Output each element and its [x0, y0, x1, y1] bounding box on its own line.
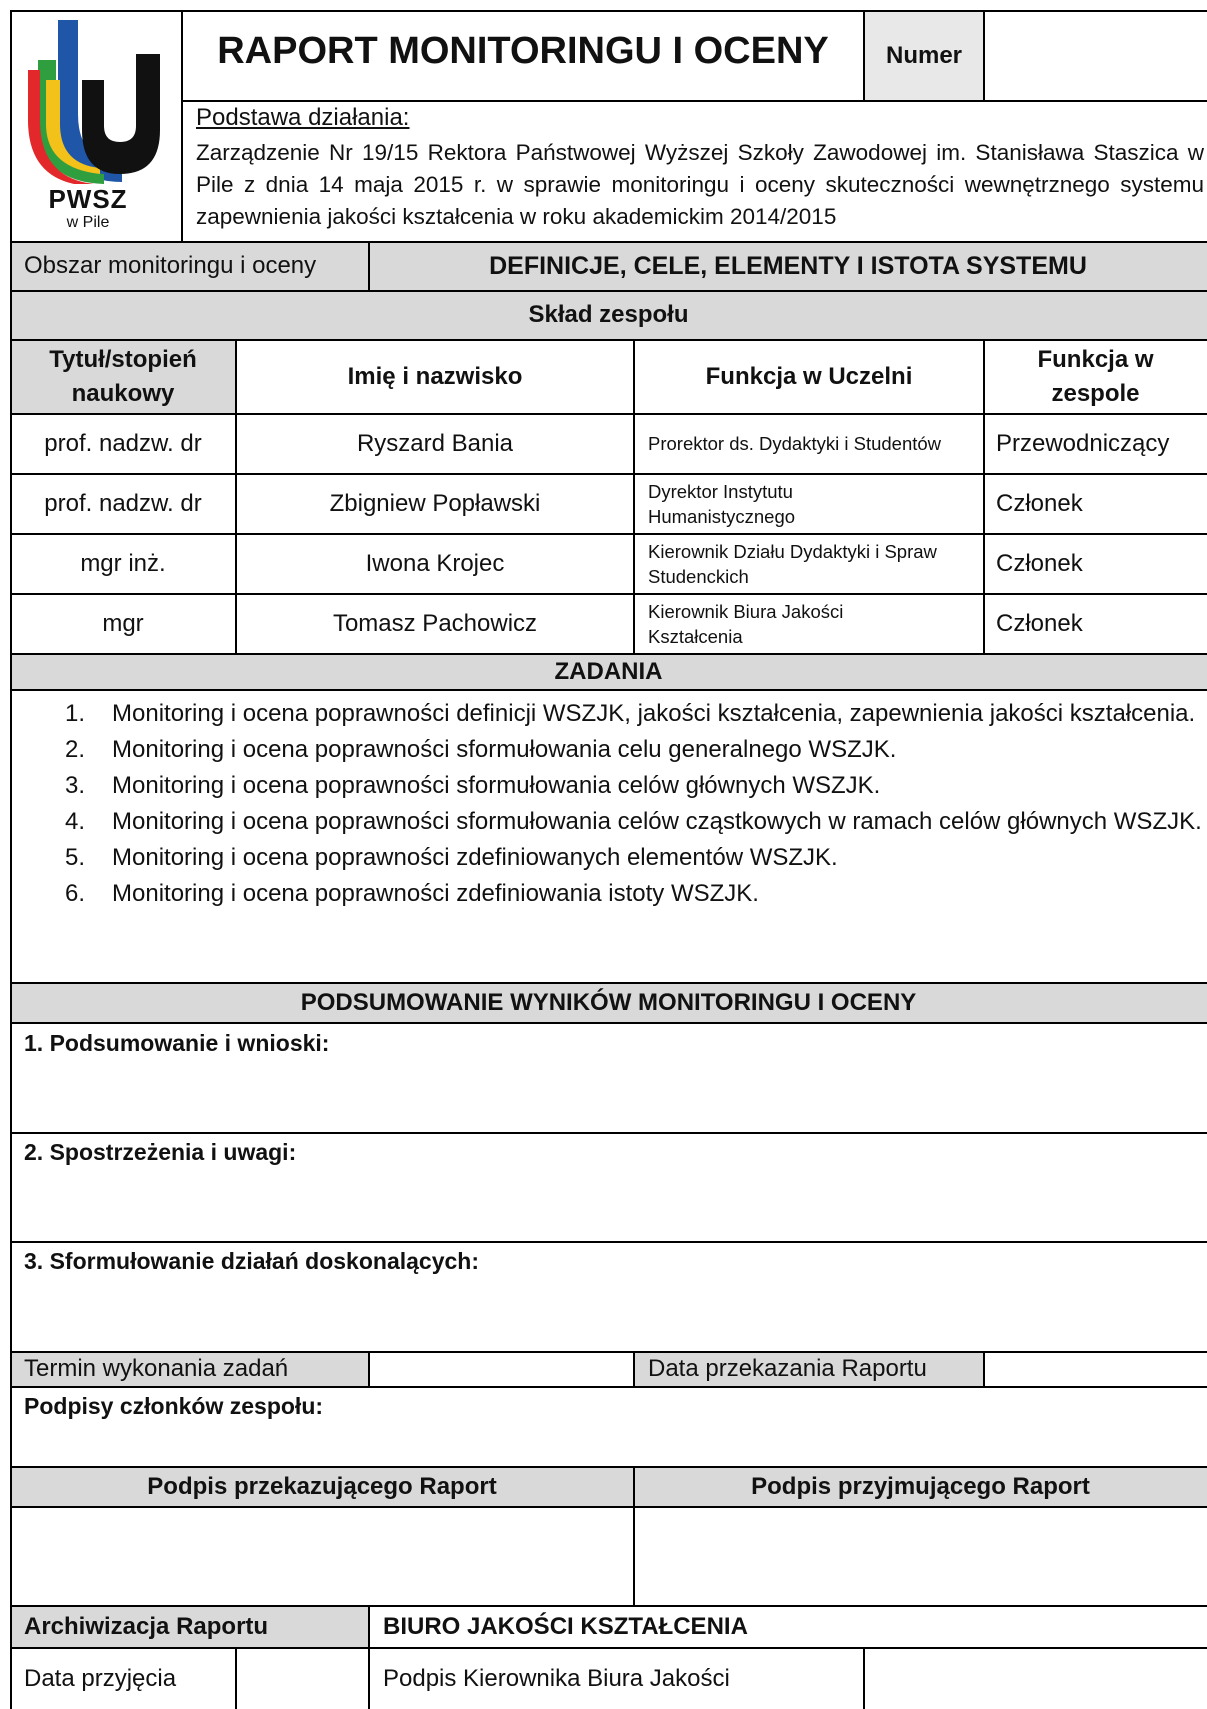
grid-line — [10, 1647, 1207, 1649]
team-row-2-team-role: Członek — [996, 489, 1083, 517]
grid-line — [10, 533, 1207, 535]
team-row-3-name: Iwona Krojec — [365, 549, 505, 577]
team-row-2-title: prof. nadzw. dr — [44, 489, 202, 517]
grid-line — [10, 653, 1207, 655]
team-row-1-title: prof. nadzw. dr — [44, 429, 202, 457]
grid-line — [10, 689, 1207, 691]
grid-line — [368, 1351, 370, 1387]
grid-line — [863, 10, 865, 101]
task-item: 1. Monitoring i ocena poprawności definicji WSZJK, jakości kształcenia, zapewnienia jakości kształcenia. — [65, 700, 1196, 727]
head-signature-field[interactable] — [864, 1648, 1207, 1709]
summary-conclusions-label: 1. Podsumowanie i wnioski: — [24, 1030, 330, 1056]
handing-over-signature-label: Podpis przekazującego Raport — [147, 1473, 497, 1500]
team-row-4-name: Tomasz Pachowicz — [332, 609, 538, 637]
grid-line — [983, 1351, 985, 1387]
grid-line — [863, 1647, 865, 1709]
grid-line — [235, 1647, 237, 1709]
handing-over-signature-field[interactable] — [10, 1507, 634, 1605]
team-row-3-team-role: Członek — [996, 549, 1083, 577]
grid-line — [10, 1241, 1207, 1243]
grid-line — [633, 339, 635, 654]
task-item: 5. Monitoring i ocena poprawności zdefiniowanych elementów WSZJK. — [65, 844, 838, 871]
grid-line — [633, 1351, 635, 1387]
basis-text: Zarządzenie Nr 19/15 Rektora Państwowej Wyższej Szkoły Zawodowej im. Stanisława Staszica w Pile z dnia 14 maja 2015 r. w sprawie monitoringu i oceny skuteczności wewnętrznego systemu zapewnienia jakości kształcenia w roku akademickim 2014/2015 — [196, 140, 1204, 229]
receipt-date-label: Data przyjęcia — [24, 1664, 177, 1692]
grid-line — [10, 413, 1207, 415]
pwsz-logo-mark — [24, 14, 172, 184]
grid-line — [983, 10, 985, 101]
grid-line — [368, 1605, 370, 1709]
grid-line — [10, 1351, 1207, 1353]
receiving-signature-field[interactable] — [634, 1507, 1207, 1605]
grid-line — [182, 100, 1207, 102]
grid-line — [368, 241, 370, 291]
grid-line — [235, 339, 237, 654]
number-value-field[interactable] — [984, 10, 1207, 101]
summary-title: PODSUMOWANIE WYNIKÓW MONITORINGU I OCENY — [300, 989, 917, 1016]
logo-brand-text: PWSZ — [48, 184, 128, 214]
grid-line — [10, 1506, 1207, 1508]
archive-label: Archiwizacja Raportu — [24, 1612, 269, 1640]
tasks-list — [10, 696, 1204, 912]
team-title: Skład zespołu — [528, 301, 689, 328]
team-header-function: Funkcja w Uczelni — [705, 362, 913, 390]
task-item: 2. Monitoring i ocena poprawności sformułowania celu generalnego WSZJK. — [65, 736, 897, 763]
grid-line — [10, 241, 1207, 243]
grid-line — [10, 10, 12, 1709]
grid-line — [633, 1466, 635, 1606]
receiving-signature-label: Podpis przyjmującego Raport — [751, 1473, 1090, 1500]
summary-conclusions-field[interactable] — [10, 1060, 1207, 1130]
team-row-3-title: mgr inż. — [80, 549, 166, 577]
area-value: DEFINICJE, CELE, ELEMENTY I ISTOTA SYSTEMU — [489, 251, 1087, 280]
grid-line — [10, 339, 1207, 341]
grid-line — [10, 473, 1207, 475]
deadline-label: Termin wykonania zadań — [24, 1355, 289, 1382]
tasks-title: ZADANIA — [554, 658, 663, 685]
grid-line — [10, 593, 1207, 595]
grid-line — [10, 1386, 1207, 1388]
members-signatures-label: Podpisy członków zespołu: — [24, 1393, 324, 1419]
summary-improvements-label: 3. Sformułowanie działań doskonalących: — [24, 1248, 480, 1274]
basis-label: Podstawa działania: — [196, 104, 410, 131]
team-row-4-team-role: Członek — [996, 609, 1083, 637]
team-header-team-role: Funkcja w zespole — [1037, 345, 1154, 407]
archive-office: BIURO JAKOŚCI KSZTAŁCENIA — [383, 1612, 748, 1640]
summary-remarks-label: 2. Spostrzeżenia i uwagi: — [24, 1139, 297, 1165]
members-signatures-field[interactable] — [10, 1424, 1207, 1466]
team-row-2-function: Dyrektor Instytutu Humanistycznego — [648, 480, 796, 527]
grid-line — [10, 10, 1207, 12]
grid-line — [10, 1132, 1207, 1134]
number-label: Numer — [885, 41, 963, 69]
summary-remarks-field[interactable] — [10, 1168, 1207, 1240]
report-date-value-field[interactable] — [984, 1352, 1207, 1386]
receipt-date-field[interactable] — [236, 1648, 369, 1709]
deadline-value-field[interactable] — [369, 1352, 634, 1386]
team-header-name: Imię i nazwisko — [347, 362, 523, 390]
grid-line — [10, 1466, 1207, 1468]
grid-line — [10, 982, 1207, 984]
task-item: 3. Monitoring i ocena poprawności sformułowania celów głównych WSZJK. — [65, 772, 881, 799]
logo-stripe — [82, 54, 160, 174]
pwsz-logo — [24, 14, 172, 236]
task-item: 4. Monitoring i ocena poprawności sformułowania celów cząstkowych w ramach celów głównych WSZJK. — [65, 808, 1202, 835]
grid-line — [983, 339, 985, 654]
task-item: 6. Monitoring i ocena poprawności zdefiniowania istoty WSZJK. — [65, 880, 759, 907]
page-title: RAPORT MONITORINGU I OCENY — [217, 30, 829, 72]
report-date-label: Data przekazania Raportu — [648, 1355, 927, 1382]
team-row-4-title: mgr — [102, 609, 144, 637]
team-row-1-team-role: Przewodniczący — [996, 429, 1170, 457]
team-row-1-name: Ryszard Bania — [356, 429, 514, 457]
team-row-3-function: Kierownik Działu Dydaktyki i Spraw Studenckich — [648, 540, 937, 587]
grid-line — [10, 1022, 1207, 1024]
summary-improvements-field[interactable] — [10, 1278, 1207, 1350]
grid-line — [10, 1605, 1207, 1607]
team-row-2-name: Zbigniew Popławski — [329, 489, 541, 517]
area-label: Obszar monitoringu i oceny — [24, 252, 317, 279]
grid-line — [10, 290, 1207, 292]
team-header-title: Tytuł/stopień naukowy — [49, 345, 197, 407]
team-row-4-function: Kierownik Biura Jakości Kształcenia — [648, 600, 844, 647]
logo-city-text: w Pile — [66, 214, 110, 231]
head-signature-label: Podpis Kierownika Biura Jakości — [383, 1664, 730, 1692]
team-row-1-function: Prorektor ds. Dydaktyki i Studentów — [648, 433, 942, 454]
grid-line — [181, 10, 183, 242]
